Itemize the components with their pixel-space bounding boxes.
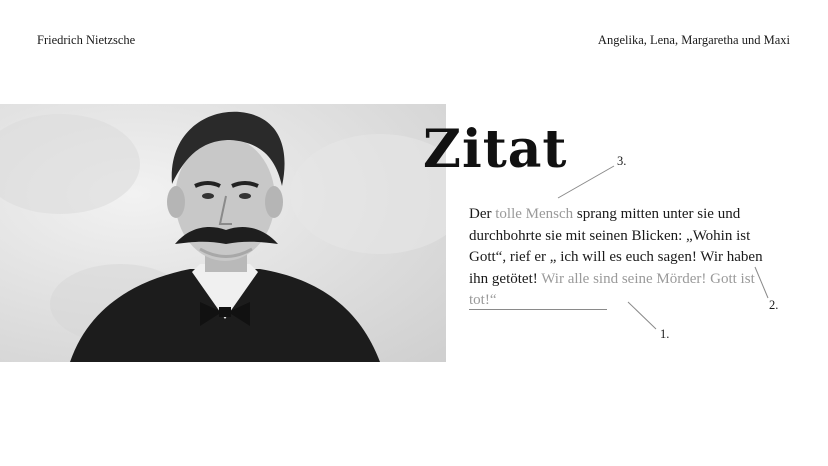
- quote-part-2: sprang mitten unter sie und durchbohrte sie mit seinen Blicken: „Wohin ist Gott“, rief er „ ich will es euch sagen! Wir haben ihn getötet!: [469, 206, 763, 287]
- annotation-label-3: 3.: [617, 154, 627, 168]
- annotation-line-1: [628, 302, 656, 329]
- credits: Angelika, Lena, Margaretha und Maxi: [597, 33, 790, 47]
- title: Zitat: [423, 119, 568, 180]
- quote-highlight-moerder: Wir alle sind seine Mörder! Gott ist tot!“: [469, 270, 755, 308]
- quote-highlight-tolle-mensch: tolle Mensch: [495, 206, 574, 222]
- author-name: Friedrich Nietzsche: [37, 33, 136, 47]
- quote-part-1: Der: [469, 206, 496, 222]
- annotation-label-1: 1.: [660, 327, 670, 341]
- annotation-label-2: 2.: [769, 298, 779, 312]
- annotation-line-2: [755, 267, 768, 298]
- annotation-line-3: [558, 166, 614, 198]
